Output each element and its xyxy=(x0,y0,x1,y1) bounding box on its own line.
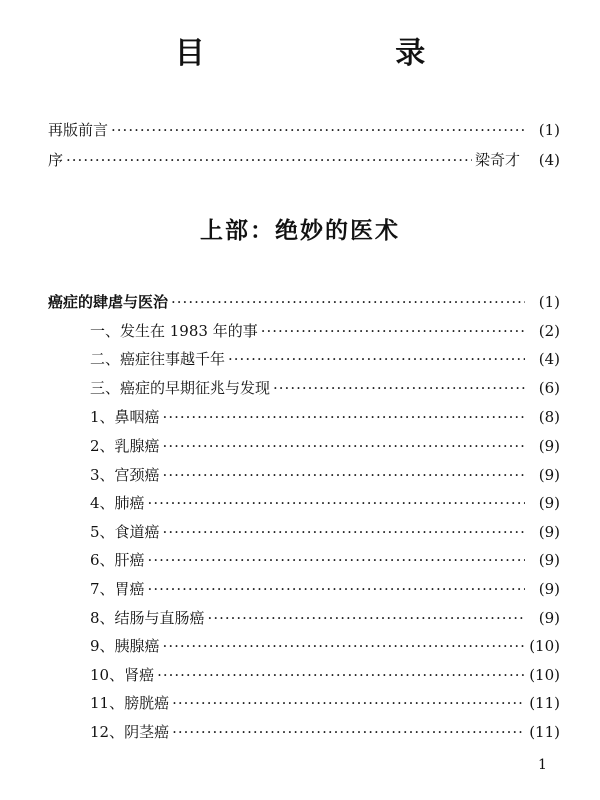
toc-entry-page: (9) xyxy=(538,580,560,598)
dot-leader xyxy=(148,578,525,600)
toc-entry-page: (6) xyxy=(538,379,560,397)
toc-entry[interactable] xyxy=(90,607,560,629)
dot-leader xyxy=(163,464,525,486)
dot-leader xyxy=(163,435,525,457)
dot-leader xyxy=(163,635,525,657)
section-title: 上部：绝妙的医术 xyxy=(200,218,400,244)
toc-entry-page: (10) xyxy=(529,666,560,684)
toc-entry-label: 12、阴茎癌 xyxy=(90,723,170,741)
toc-entry[interactable] xyxy=(90,464,560,486)
dot-leader xyxy=(172,721,525,743)
toc-entry-page: (9) xyxy=(538,609,560,627)
toc-entry-page: (11) xyxy=(529,694,560,712)
toc-entry-page: (9) xyxy=(538,523,560,541)
toc-entry[interactable] xyxy=(90,320,560,342)
toc-entry-page: (1) xyxy=(538,121,560,139)
dot-leader xyxy=(148,549,525,571)
dot-leader xyxy=(163,406,525,428)
toc-entry[interactable] xyxy=(90,635,560,657)
toc-entry-label: 5、食道癌 xyxy=(90,523,160,541)
toc-entry-page: (4) xyxy=(538,151,560,169)
toc-entry-author: 梁奇才 xyxy=(474,151,520,169)
toc-entry[interactable] xyxy=(90,721,560,743)
toc-entry-label: 再版前言 xyxy=(48,121,109,139)
toc-entry-label: 6、肝癌 xyxy=(90,551,145,569)
toc-entry[interactable] xyxy=(90,492,560,514)
toc-entry-page: (2) xyxy=(538,322,560,340)
dot-leader xyxy=(111,119,525,141)
toc-chapter[interactable] xyxy=(48,291,560,313)
toc-entry-label: 9、胰腺癌 xyxy=(90,637,160,655)
toc-entry-label: 二、癌症往事越千年 xyxy=(90,350,226,368)
toc-entry-label: 11、膀胱癌 xyxy=(90,694,170,712)
dot-leader xyxy=(208,607,525,629)
dot-leader xyxy=(163,521,525,543)
dot-leader xyxy=(148,492,525,514)
dot-leader xyxy=(228,348,525,370)
dot-leader xyxy=(261,320,525,342)
dot-leader xyxy=(273,377,525,399)
toc-entry-label: 4、肺癌 xyxy=(90,494,145,512)
toc-entry[interactable] xyxy=(90,664,560,686)
dot-leader xyxy=(172,692,525,714)
page-title: 目 录 xyxy=(174,36,516,71)
toc-entry[interactable] xyxy=(90,377,560,399)
toc-entry-label: 10、肾癌 xyxy=(90,666,155,684)
dot-leader xyxy=(66,149,472,171)
toc-entry-label: 2、乳腺癌 xyxy=(90,437,160,455)
toc-entry-label: 8、结肠与直肠癌 xyxy=(90,609,205,627)
toc-entry[interactable] xyxy=(90,406,560,428)
toc-entry-page: (9) xyxy=(538,437,560,455)
toc-entry-preface[interactable] xyxy=(48,119,560,141)
toc-entry-page: (4) xyxy=(538,350,560,368)
dot-leader xyxy=(157,664,525,686)
page-number: 1 xyxy=(538,757,547,773)
toc-entry-label: 1、鼻咽癌 xyxy=(90,408,160,426)
toc-entry[interactable] xyxy=(90,692,560,714)
toc-entry[interactable] xyxy=(90,549,560,571)
toc-entry-page: (8) xyxy=(538,408,560,426)
toc-entry-page: (10) xyxy=(529,637,560,655)
toc-chapter-label: 癌症的肆虐与医治 xyxy=(48,293,169,311)
toc-entry-page: (9) xyxy=(538,466,560,484)
toc-entry-page: (9) xyxy=(538,551,560,569)
toc-entry[interactable] xyxy=(90,578,560,600)
toc-entry-foreword[interactable] xyxy=(48,149,560,171)
toc-entry-page: (9) xyxy=(538,494,560,512)
toc-entry-label: 序 xyxy=(48,151,64,169)
toc-entry-label: 一、发生在 1983 年的事 xyxy=(90,322,258,340)
toc-chapter-page: (1) xyxy=(538,293,560,311)
toc-entry[interactable] xyxy=(90,435,560,457)
toc-entry-label: 7、胃癌 xyxy=(90,580,145,598)
toc-entry[interactable] xyxy=(90,521,560,543)
toc-entry-page: (11) xyxy=(529,723,560,741)
toc-entry-label: 三、癌症的早期征兆与发现 xyxy=(90,379,271,397)
toc-entry-label: 3、宫颈癌 xyxy=(90,466,160,484)
toc-entry[interactable] xyxy=(90,348,560,370)
dot-leader xyxy=(171,291,525,313)
